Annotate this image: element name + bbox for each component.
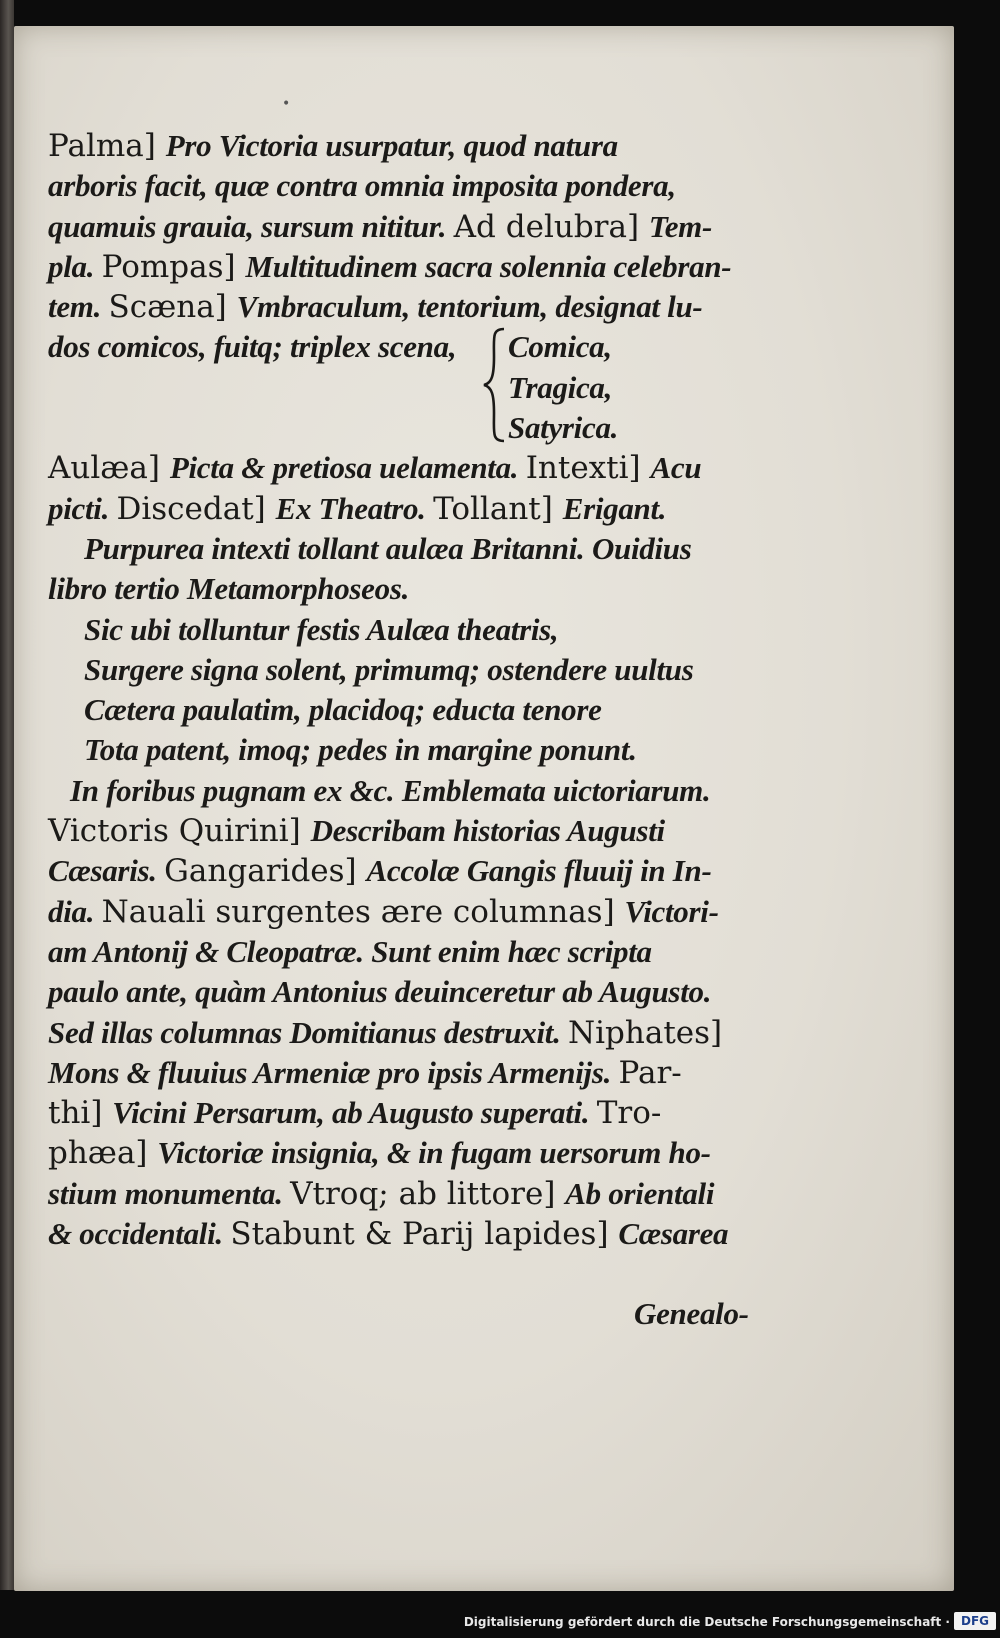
text-line bbox=[48, 892, 768, 932]
italic-text-run: picti. bbox=[48, 490, 117, 526]
roman-text-run: Ad delubra] bbox=[453, 208, 649, 245]
text-line bbox=[48, 1174, 768, 1214]
italic-text-run: Vmbraculum, tentorium, designat lu- bbox=[236, 289, 703, 325]
italic-text-run: Cæsaris. bbox=[48, 853, 165, 889]
text-line bbox=[48, 610, 768, 650]
text-part-3 bbox=[48, 529, 768, 1254]
roman-text-run: Pompas] bbox=[101, 248, 246, 285]
scena-type-1: Comica, bbox=[508, 329, 612, 365]
text-line bbox=[48, 932, 768, 972]
text-part-1 bbox=[48, 126, 768, 327]
book-page bbox=[14, 26, 954, 1591]
dfg-logo: DFG bbox=[954, 1612, 996, 1630]
text-line bbox=[48, 1214, 768, 1254]
roman-text-run: Vtroq; ab littore] bbox=[290, 1175, 566, 1212]
italic-text-run: stium monumenta. bbox=[48, 1175, 291, 1211]
italic-text-run: Vicini Persarum, ab Augusto superati. bbox=[112, 1095, 597, 1131]
text-line bbox=[48, 1013, 768, 1053]
italic-text-run: & occidentali. bbox=[48, 1216, 231, 1252]
catchword: Genealo- bbox=[634, 1296, 749, 1331]
text-line bbox=[48, 126, 768, 166]
italic-text-run: Surgere signa solent, primumq; ostendere uultus bbox=[84, 651, 694, 687]
roman-text-run: Palma] bbox=[48, 128, 166, 164]
digitization-credit: Digitalisierung gefördert durch die Deutsche Forschungsgemeinschaft · bbox=[463, 1615, 950, 1629]
italic-text-run: Victori- bbox=[624, 893, 719, 929]
italic-text-run: Victoriæ insignia, & in fugam uersorum ho- bbox=[157, 1135, 711, 1171]
italic-text-run: Acu bbox=[650, 450, 702, 486]
roman-text-run: Scæna] bbox=[108, 289, 237, 326]
italic-text-run: Erigant. bbox=[562, 490, 667, 526]
italic-text-run: Sed illas columnas Domitianus destruxit. bbox=[48, 1014, 568, 1050]
italic-text-run: Ex Theatro. bbox=[275, 490, 434, 526]
text-line bbox=[48, 650, 768, 690]
italic-text-run: Accolæ Gangis fluuij in In- bbox=[366, 853, 712, 889]
italic-text-run: Picta & pretiosa uelamenta. bbox=[169, 450, 526, 486]
text-line bbox=[48, 207, 768, 247]
italic-text-run: Ab orientali bbox=[565, 1175, 715, 1211]
italic-text-run: Purpurea intexti tollant aulæa Britanni. Ouidius bbox=[84, 530, 692, 566]
text-line bbox=[48, 1133, 768, 1173]
text-line bbox=[48, 690, 768, 730]
roman-text-run: Gangarides] bbox=[164, 853, 367, 890]
text-line bbox=[48, 771, 768, 811]
italic-text-run: arboris facit, quæ contra omnia imposita pondera, bbox=[48, 168, 676, 204]
roman-text-run: Stabunt & Parij lapides] bbox=[230, 1216, 619, 1253]
italic-text-run: Multitudinem sacra solennia celebran- bbox=[245, 248, 732, 284]
italic-text-run: pla. bbox=[48, 248, 102, 284]
text-line bbox=[48, 287, 768, 327]
roman-text-run: Tollant] bbox=[433, 490, 563, 527]
roman-text-run: Discedat] bbox=[116, 490, 276, 527]
roman-text-run: Niphates] bbox=[567, 1014, 723, 1051]
text-line bbox=[48, 972, 768, 1012]
text-line bbox=[48, 1053, 768, 1093]
scena-type-3: Satyrica. bbox=[508, 410, 619, 446]
roman-text-run: thi] bbox=[48, 1095, 113, 1132]
text-line bbox=[48, 448, 768, 488]
italic-text-run: Mons & fluuius Armeniæ pro ipsis Armenijs. bbox=[48, 1054, 619, 1090]
italic-text-run: Tem- bbox=[648, 208, 713, 244]
italic-text-run: Cæsarea bbox=[618, 1216, 729, 1252]
scena-type-2: Tragica, bbox=[508, 369, 613, 405]
text-line bbox=[48, 489, 768, 529]
italic-text-run: In foribus pugnam ex &c. Emblemata uictoriarum. bbox=[70, 772, 711, 808]
roman-text-run: Nauali surgentes ære columnas] bbox=[101, 893, 625, 930]
roman-text-run: Par- bbox=[618, 1054, 682, 1091]
text-line bbox=[48, 730, 768, 770]
italic-text-run: am Antonij & Cleopatræ. Sunt enim hæc scripta bbox=[48, 933, 652, 969]
italic-text-run: tem. bbox=[48, 289, 109, 325]
roman-text-run: phæa] bbox=[48, 1135, 158, 1172]
roman-text-run: Victoris Quirini] bbox=[48, 813, 311, 850]
italic-text-run: Sic ubi tolluntur festis Aulæa theatris, bbox=[84, 611, 559, 647]
italic-text-run: quamuis grauia, sursum nititur. bbox=[48, 208, 454, 244]
scena-types-group bbox=[48, 327, 768, 448]
page-mark: • bbox=[282, 96, 291, 112]
text-part-2 bbox=[48, 448, 768, 529]
italic-text-run: Tota patent, imoq; pedes in margine ponunt. bbox=[84, 732, 637, 768]
roman-text-run: Intexti] bbox=[525, 450, 651, 487]
text-line bbox=[48, 1093, 768, 1133]
page-text bbox=[48, 126, 768, 1254]
text-line bbox=[48, 166, 768, 206]
italic-text-run: Pro Victoria usurpatur, quod natura bbox=[165, 128, 618, 163]
text-line bbox=[48, 569, 768, 609]
italic-text-run: Describam historias Augusti bbox=[310, 813, 665, 849]
roman-text-run: Tro- bbox=[596, 1095, 662, 1132]
text-line bbox=[48, 327, 456, 367]
text-line bbox=[48, 247, 768, 287]
text-line bbox=[48, 811, 768, 851]
text-line bbox=[48, 851, 768, 891]
adjacent-page-edge bbox=[0, 0, 14, 1590]
italic-text-run: libro tertio Metamorphoseos. bbox=[48, 571, 410, 607]
italic-text-run: dia. bbox=[48, 893, 102, 929]
curly-brace bbox=[480, 327, 508, 443]
text-line bbox=[48, 529, 768, 569]
italic-text-run: Cætera paulatim, placidoq; educta tenore bbox=[84, 692, 602, 728]
italic-text-run: dos comicos, fuitq; triplex scena, bbox=[48, 329, 457, 365]
roman-text-run: Aulæa] bbox=[48, 450, 170, 487]
italic-text-run: paulo ante, quàm Antonius deuinceretur ab Augusto. bbox=[48, 974, 712, 1010]
